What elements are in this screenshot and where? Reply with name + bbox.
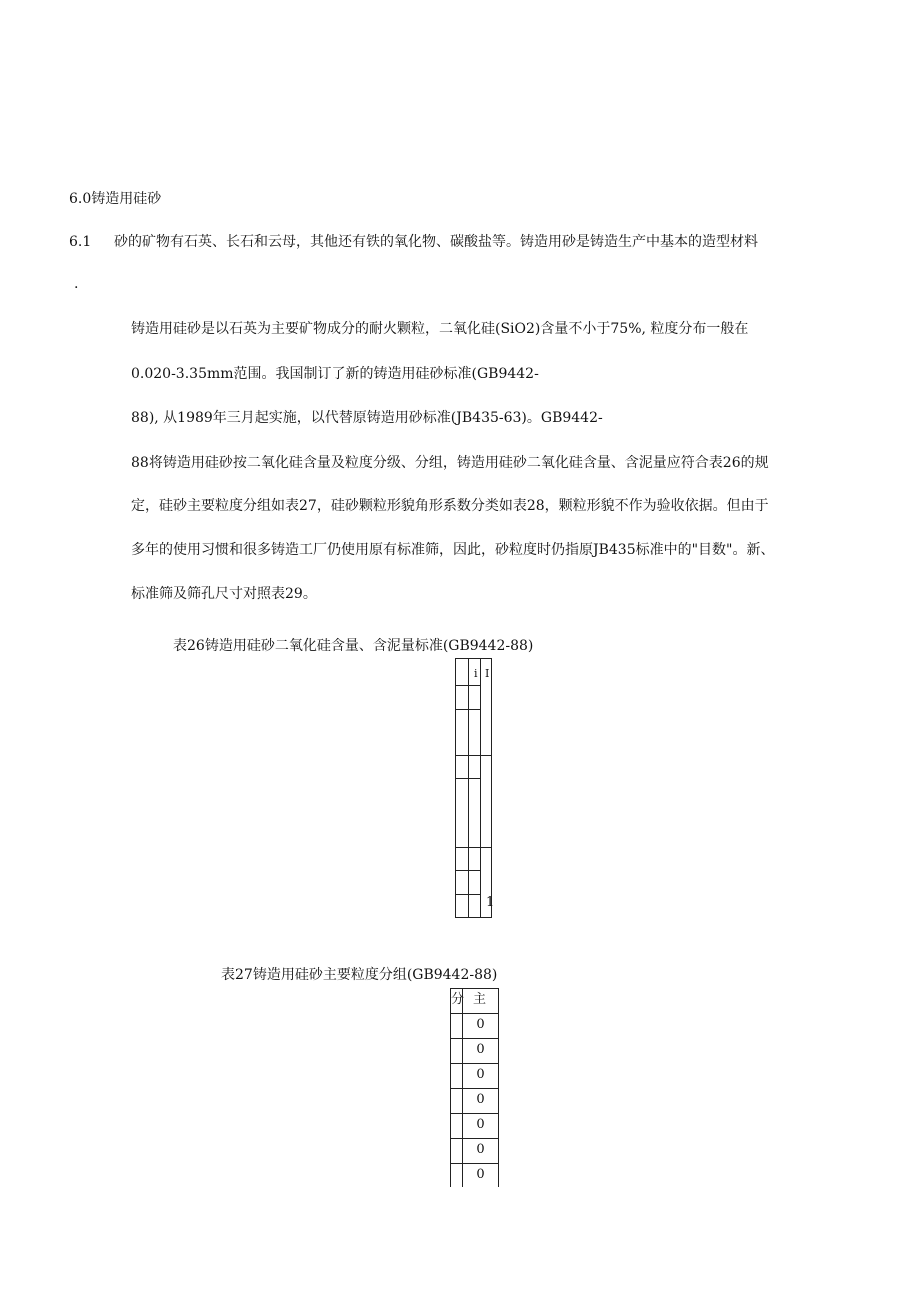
table-cell <box>462 1063 499 1089</box>
table27-value: 0 <box>476 1142 485 1157</box>
table27-value: 0 <box>476 1067 485 1082</box>
body-line-6: 多年的使用习惯和很多铸造工厂仍使用原有标准筛，因此，砂粒度时仍指原JB435标准中的"目数"。新、 <box>131 542 775 558</box>
table-cell <box>455 755 469 779</box>
table-cell <box>462 1013 499 1039</box>
table-cell <box>455 685 469 710</box>
table27-caption: 表27铸造用硅砂主要粒度分组(GB9442-88) <box>221 967 498 983</box>
table27-header-col1: 分 <box>451 992 465 1007</box>
table26-header-col3: I <box>485 667 490 680</box>
table26-caption: 表26铸造用硅砂二氧化硅含量、含泥量标准(GB9442-88) <box>173 638 534 654</box>
table-cell <box>455 870 469 895</box>
table27-value: 0 <box>476 1017 485 1032</box>
section-heading: 6.0铸造用硅砂 <box>69 191 162 207</box>
body-line-4: 88将铸造用硅砂按二氧化硅含量及粒度分级、分组，铸造用硅砂二氧化硅含量、含泥量应符合表26的规 <box>131 455 769 471</box>
body-line-3: 88), 从1989年三月起实施，以代替原铸造用砂标准(JB435-63)。GB9442- <box>131 410 603 426</box>
table-header-cell <box>462 988 499 1014</box>
body-line-5: 定，硅砂主要粒度分组如表27，硅砂颗粒形貌角形系数分类如表28，颗粒形貌不作为验收依据。但由于 <box>131 498 769 514</box>
table-cell <box>462 1038 499 1064</box>
paragraph-number: 6.1 <box>69 234 92 250</box>
table27-value: 0 <box>476 1117 485 1132</box>
table-cell <box>462 1138 499 1164</box>
table-cell <box>462 1113 499 1139</box>
table26-last-cell: 1 <box>486 895 495 910</box>
table27-value: 0 <box>476 1042 485 1057</box>
paragraph-6-1-text: 砂的矿物有石英、长石和云母，其他还有铁的氧化物、碳酸盐等。铸造用砂是铸造生产中基本的造型材料 <box>114 234 758 250</box>
paragraph-6-1-tail: . <box>74 276 79 292</box>
table-cell <box>455 658 469 686</box>
table-cell <box>480 847 495 918</box>
table27-value: 0 <box>476 1092 485 1107</box>
table-cell <box>480 755 492 848</box>
table-cell <box>455 894 469 918</box>
body-line-1: 铸造用硅砂是以石英为主要矿物成分的耐火颗粒，二氧化硅(SiO2)含量不小于75%, 粒度分布一般在 <box>131 321 749 337</box>
table-cell <box>455 709 469 756</box>
table27-value: 0 <box>476 1167 485 1182</box>
table27-header-col2: 主 <box>473 992 487 1007</box>
table-cell <box>462 1088 499 1114</box>
table-cell <box>480 658 492 756</box>
table-cell <box>455 847 469 871</box>
table-cell <box>455 778 469 848</box>
body-line-7: 标准筛及筛孔尺寸对照表29。 <box>131 586 317 602</box>
table-cell <box>462 1163 499 1187</box>
body-line-2: 0.020-3.35mm范围。我国制订了新的铸造用硅砂标准(GB9442- <box>131 366 539 382</box>
table26-header-col2: i <box>474 667 478 680</box>
